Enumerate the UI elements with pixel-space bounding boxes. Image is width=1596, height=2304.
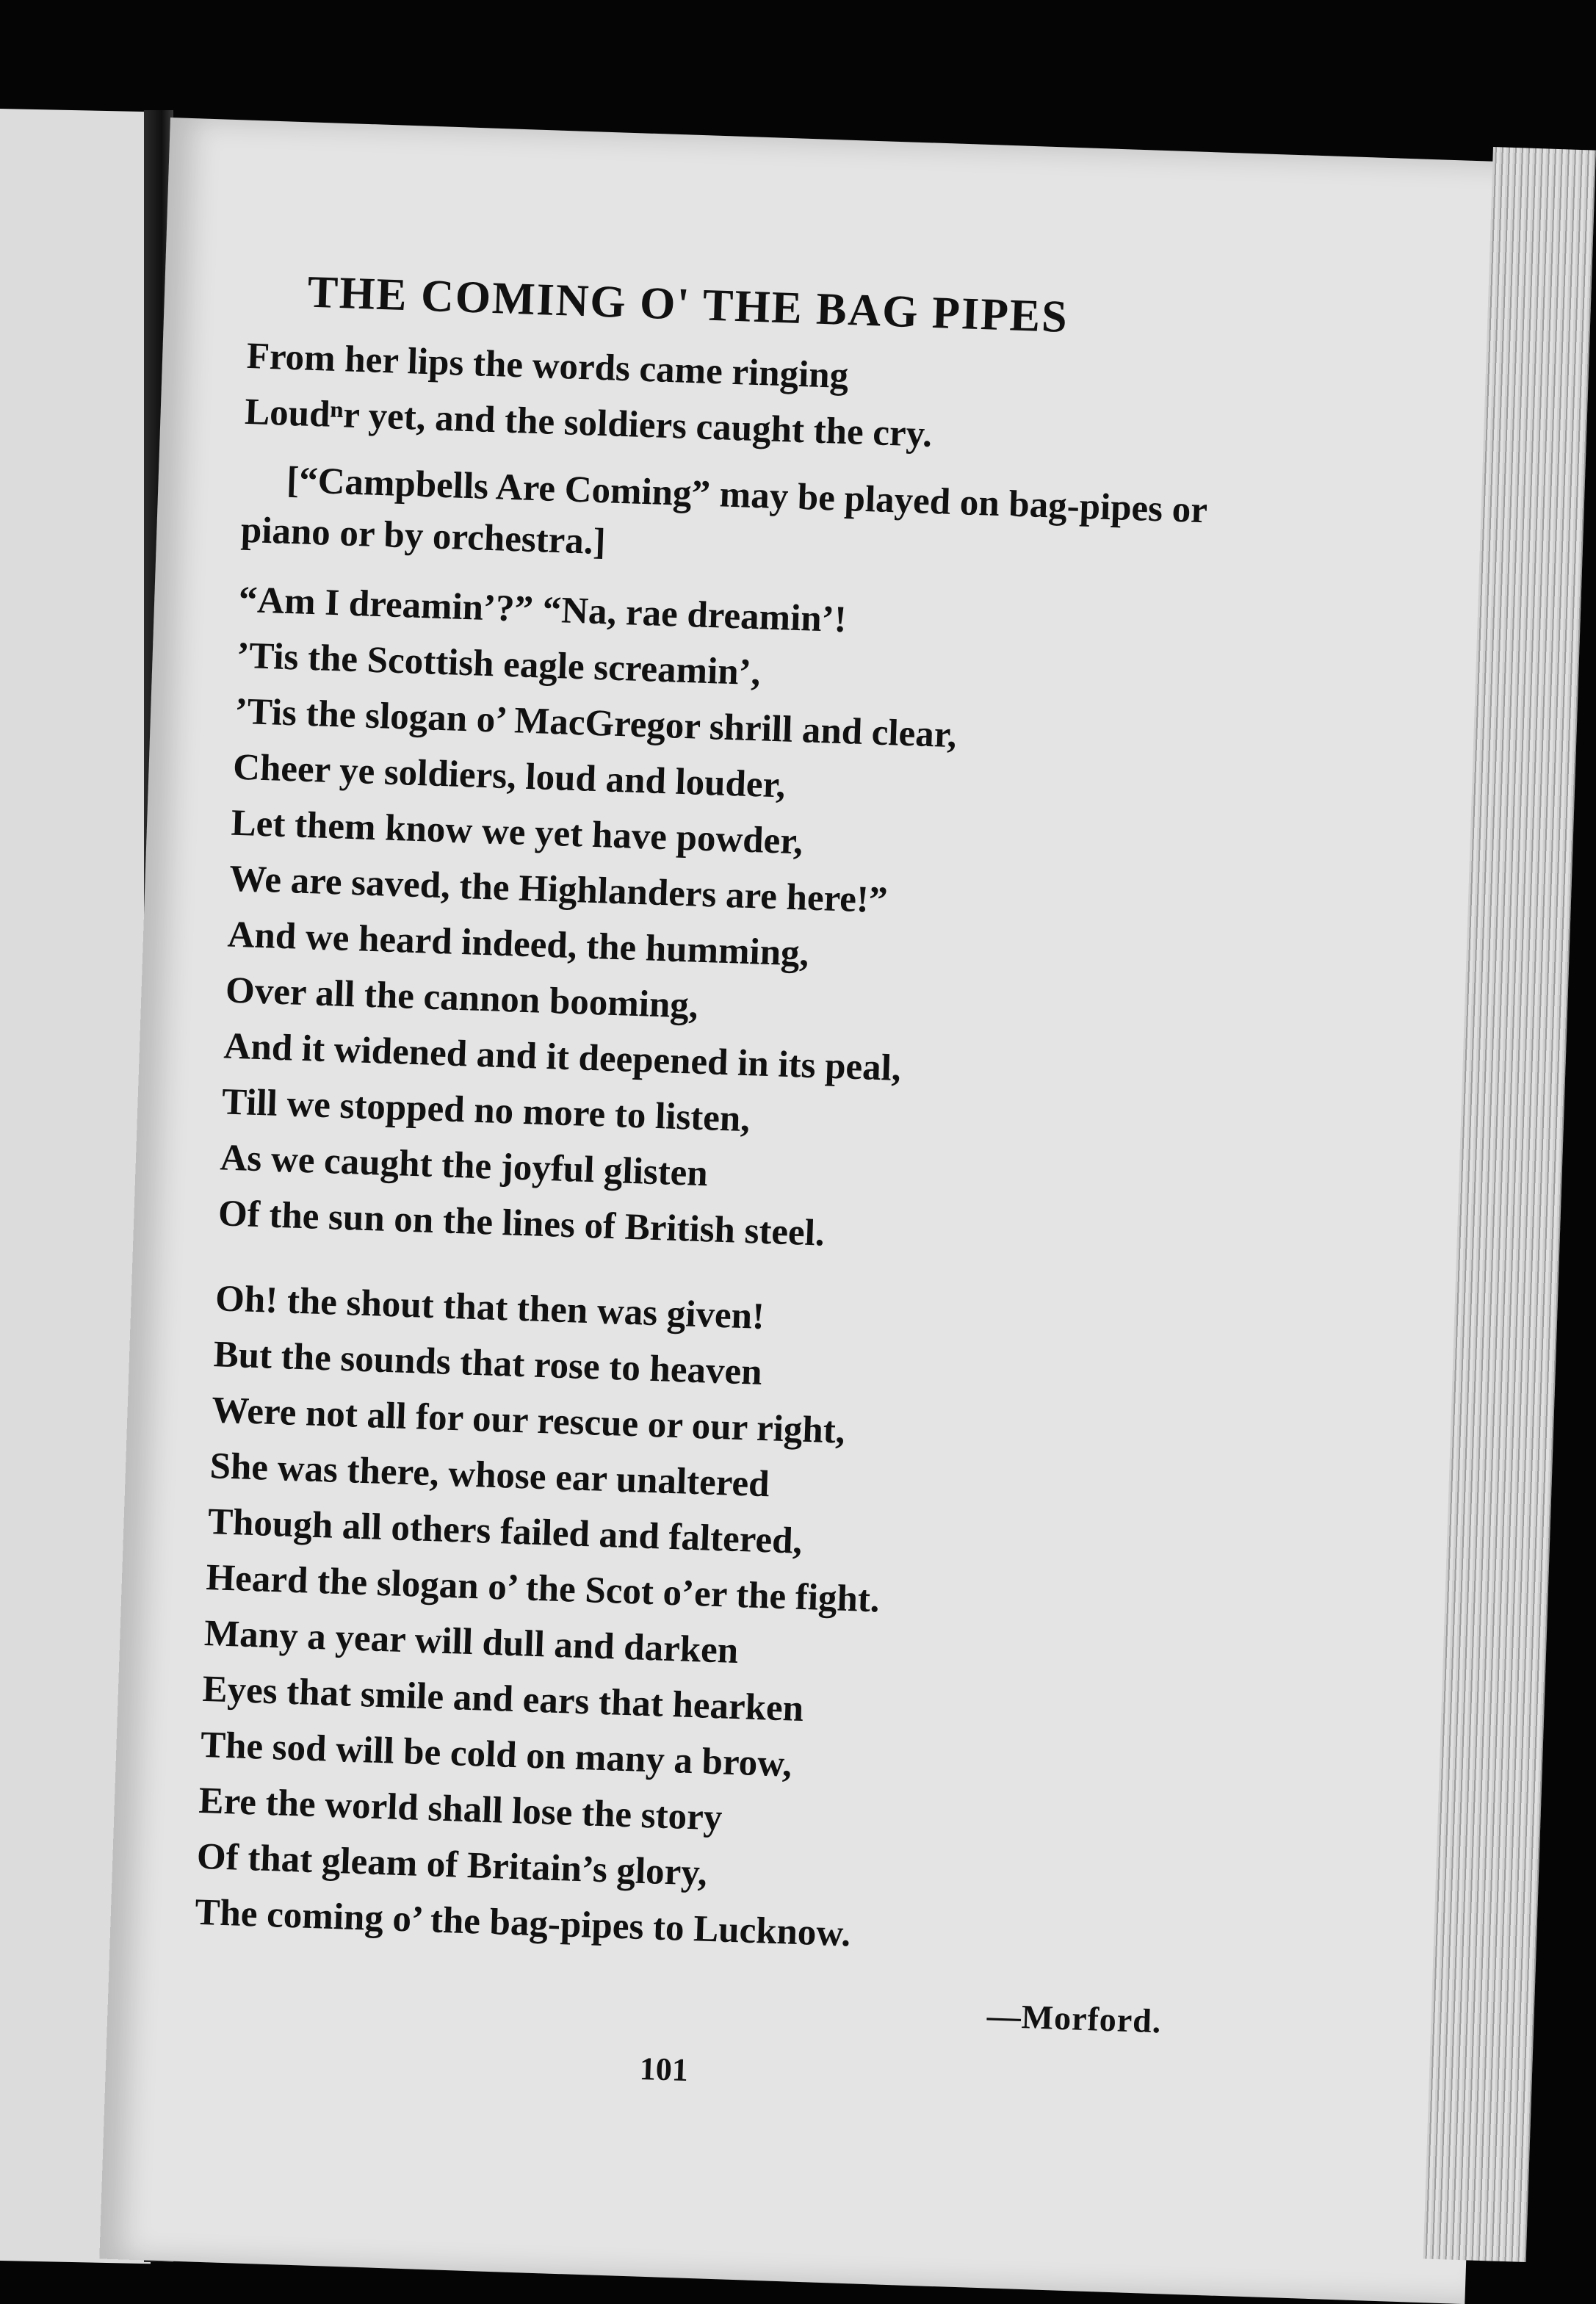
- poem-line: Many a year will dull and darken: [203, 1612, 740, 1672]
- poem-line: And we heard indeed, the humming,: [226, 914, 810, 975]
- poem-line: “Am I dreamin’?” “Na, rae dreamin’!: [237, 579, 848, 641]
- poem-line: The coming o’ the bag-pipes to Lucknow.: [194, 1891, 852, 1955]
- poem-line: Ere the world shall lose the story: [198, 1780, 723, 1839]
- poem-line: Till we stopped no more to listen,: [221, 1081, 751, 1141]
- poem-line: Loudⁿr yet, and the soldiers caught the cry.: [244, 391, 933, 455]
- poem-line: And it widened and it deepened in its peal,: [223, 1025, 902, 1089]
- poem-line: Of that gleam of Britain’s glory,: [196, 1835, 708, 1894]
- poem-line: Oh! the shout that then was given!: [214, 1278, 765, 1338]
- poem-line: As we caught the joyful glisten: [219, 1137, 709, 1195]
- page-text: [189, 264, 1314, 2108]
- poem-line: Were not all for our rescue or our right,: [211, 1390, 846, 1452]
- poem-title: THE COMING O' THE BAG PIPES: [306, 267, 1069, 342]
- stanza-1: [244, 328, 1312, 475]
- poem-line: We are saved, the Highlanders are here!”: [228, 858, 889, 922]
- poem-line: From her lips the words came ringing: [245, 335, 850, 397]
- poem-line: She was there, whose ear unaltered: [209, 1445, 770, 1506]
- stanza-3: [194, 1271, 1280, 1976]
- poem-line: Of the sun on the lines of British steel.: [217, 1193, 826, 1254]
- poem-line: ’Tis the slogan o’ MacGregor shrill and clear,: [234, 690, 958, 756]
- author-attribution: —Morford.: [986, 1996, 1163, 2040]
- poem-line: But the sounds that rose to heaven: [212, 1334, 763, 1393]
- poem-line: The sod will be cold on many a brow,: [200, 1724, 792, 1785]
- poem-line: ’Tis the Scottish eagle screamin’,: [236, 635, 762, 694]
- stage-direction: [“Campbells Are Coming” may be played on bag-pipes or piano or by orchestra.]: [240, 459, 1207, 563]
- poem-line: Heard the slogan o’ the Scot o’er the fight.: [205, 1557, 881, 1621]
- poem-line: Though all others failed and faltered,: [207, 1501, 804, 1562]
- poem-line: Cheer ye soldiers, loud and louder,: [232, 746, 787, 806]
- stanza-2: [217, 572, 1304, 1277]
- poem-line: Eyes that smile and ears that hearken: [201, 1668, 804, 1730]
- poem-line: Over all the cannon booming,: [225, 969, 699, 1027]
- page-number: 101: [639, 2050, 689, 2089]
- poem-line: Let them know we yet have powder,: [230, 802, 804, 863]
